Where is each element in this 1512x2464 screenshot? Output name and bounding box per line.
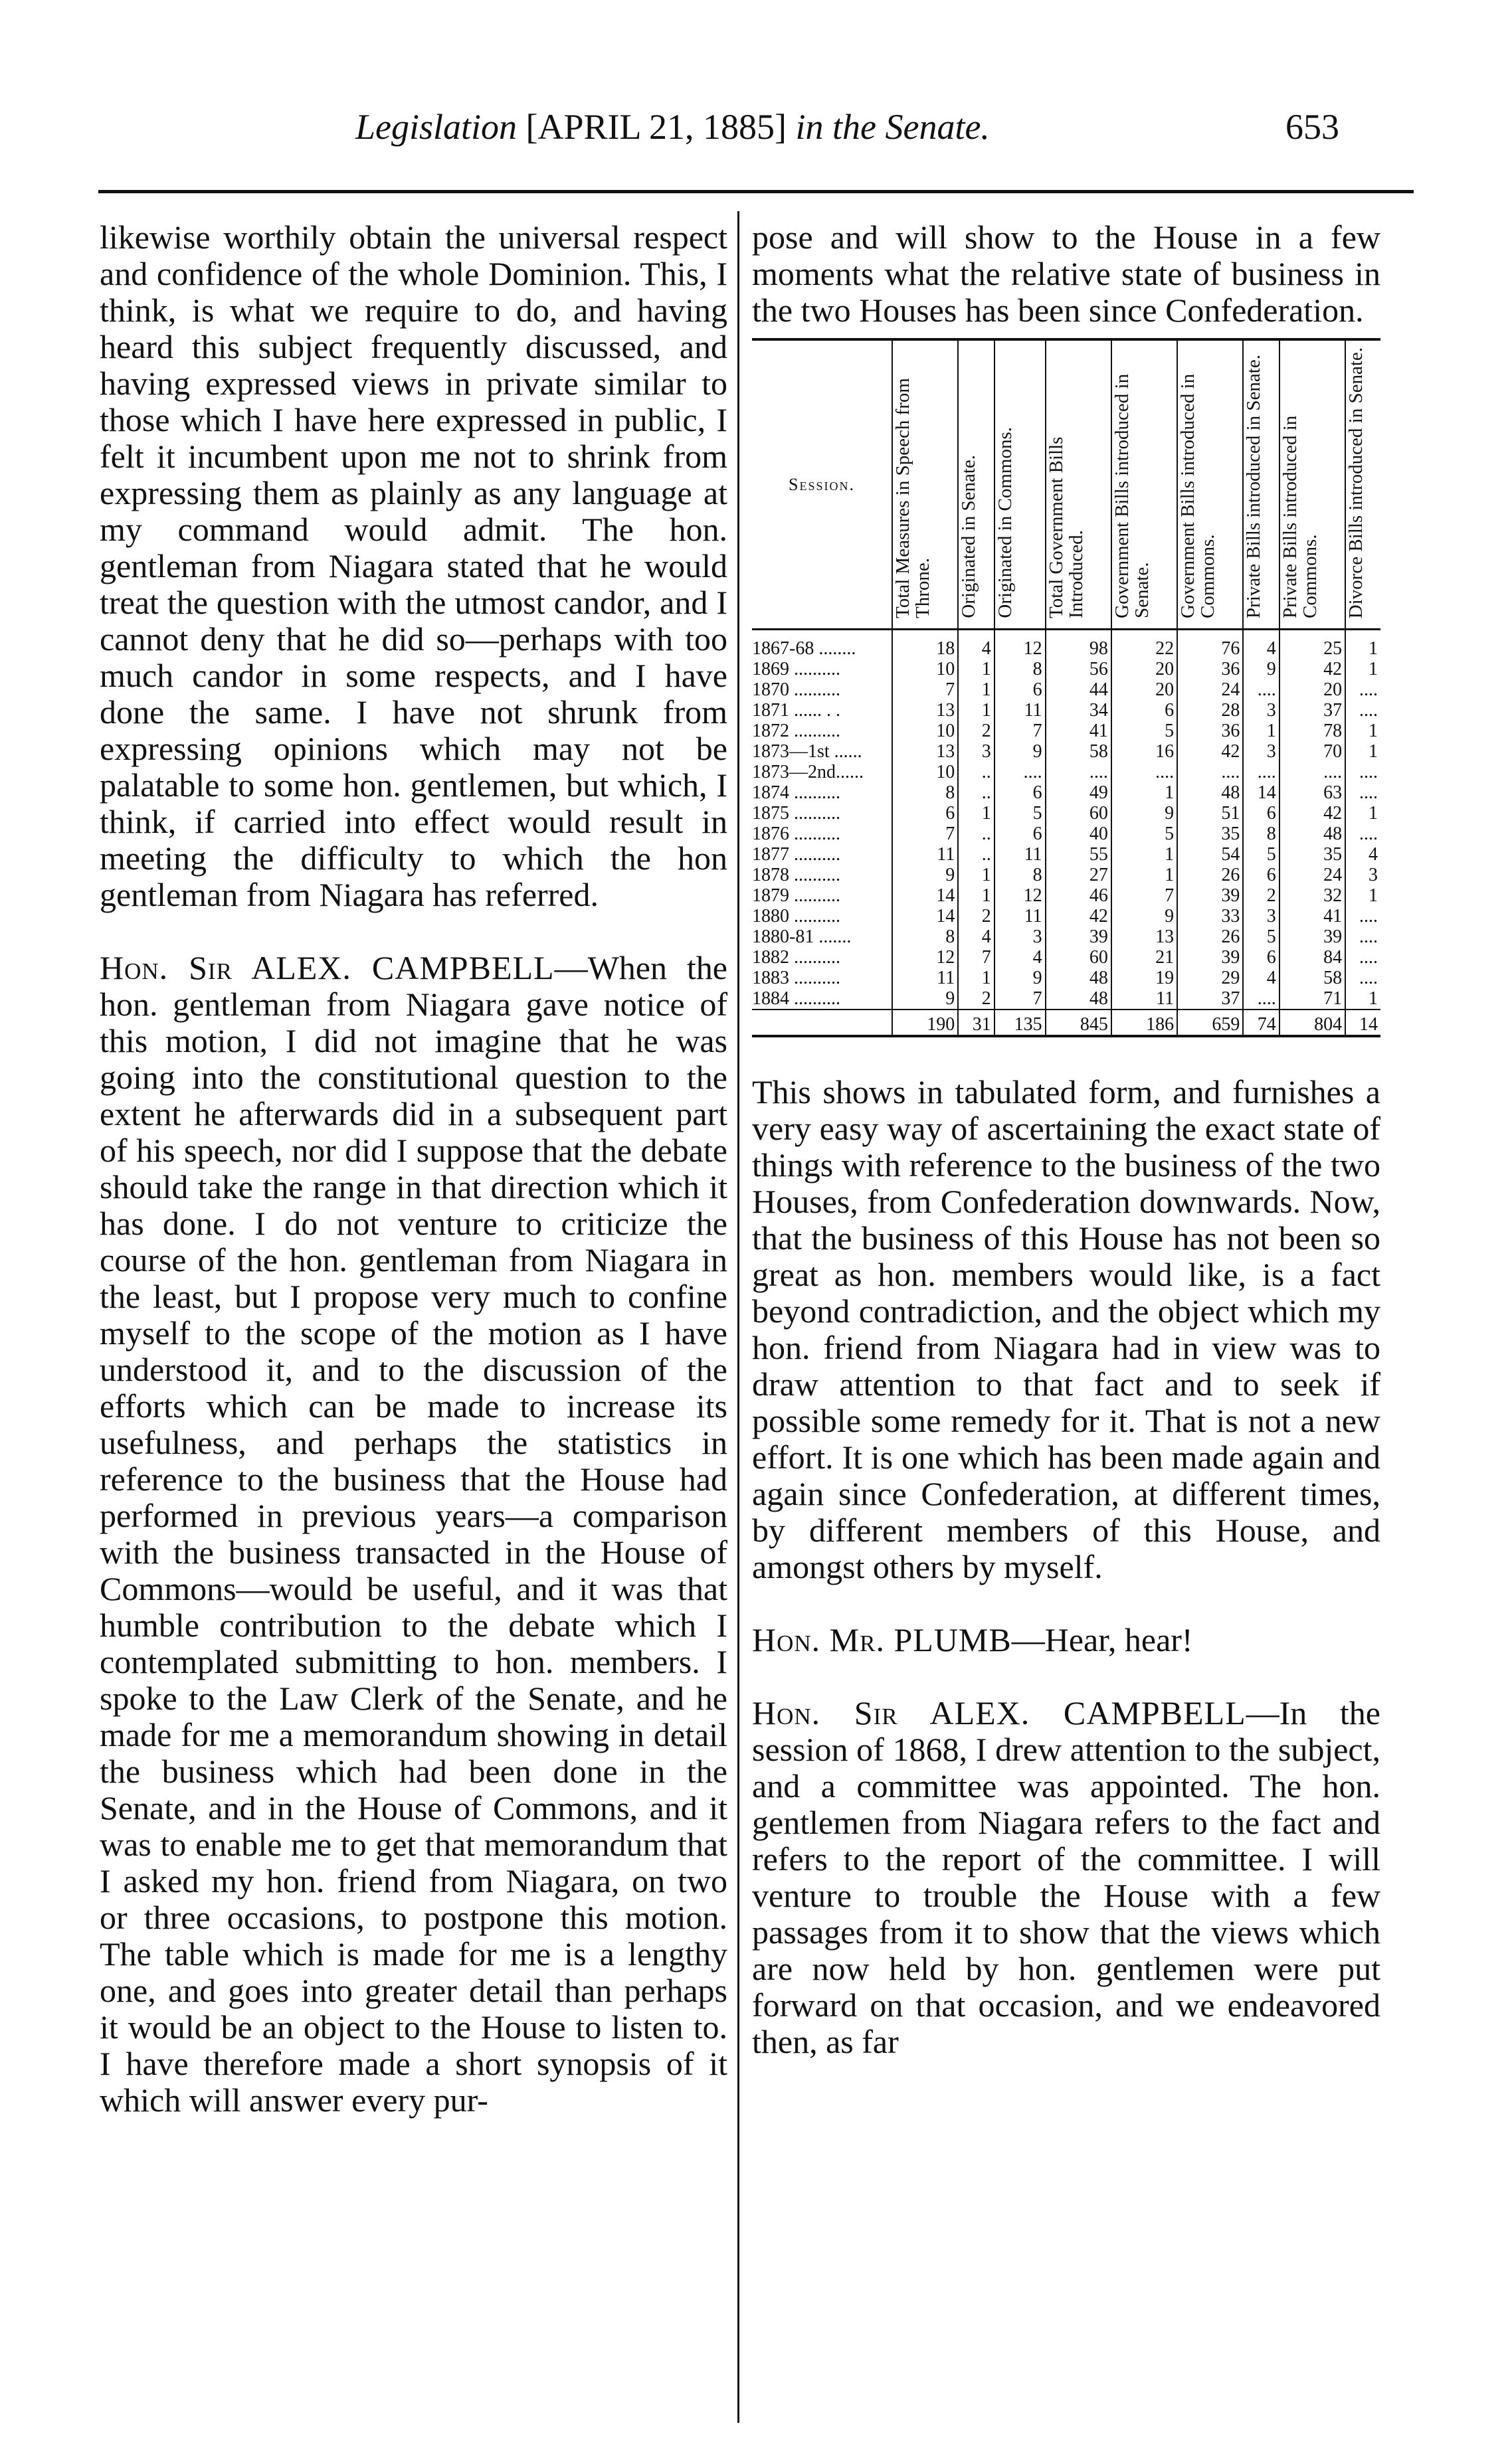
table-cell: 7: [994, 721, 1046, 741]
paragraph: likewise worthily obtain the universal respect and confidence of the whole Dominion. This, I think, is what we require to do, and having heard this subject frequently discussed, and having expressed views in private similar to those which I have here expressed in public, I felt it incumbent upon me not to shrink from expressing them as plainly as any language at my command would admit. The hon. gentleman from Niagara stated that he would treat the question with the utmost candor, and I cannot deny that he did so—perhaps with too much candor in some respects, and I have done the same. I have not shrunk from expressing opinions which may not be palatable to some hon. gentlemen, but which, I think, if carried into effect would result in meeting the difficulty to which the hon gentleman from Niagara has referred.: [100, 219, 727, 913]
table-cell: 48: [1046, 968, 1111, 988]
table-header-row: [752, 339, 1380, 630]
page-number: 653: [1285, 107, 1339, 147]
table-row: [752, 721, 1380, 741]
table-cell: 49: [1046, 782, 1111, 803]
table-cell: 39: [1177, 947, 1243, 968]
table-cell: ....: [1279, 762, 1345, 782]
totals-cell: 186: [1111, 1010, 1177, 1036]
table-cell: 4: [958, 630, 994, 660]
paragraph: This shows in tabulated form, and furnishes a very easy way of ascertaining the exact state of things with reference to the business of the two Houses, from Confederation downwards. Now, that the business of this House has not been so great as hon. members would like, is a fact beyond contradiction, and the object which my hon. friend from Niagara had in view was to draw attention to that fact and to seek if possible some remedy for it. That is not a new effort. It is one which has been made again and again since Confederation, at different times, by different members of this House, and amongst others by myself.: [752, 1073, 1380, 1585]
table-cell: 26: [1177, 926, 1243, 947]
table-cell: 9: [994, 968, 1046, 988]
table-cell: 25: [1279, 630, 1345, 660]
table-row: [752, 865, 1380, 885]
table-cell: 41: [1046, 721, 1111, 741]
totals-cell: 190: [892, 1010, 958, 1036]
session-cell: 1876 ..........: [752, 824, 840, 844]
table-cell: ....: [1345, 782, 1380, 803]
right-column: [752, 219, 1380, 2060]
table-row: [752, 968, 1380, 988]
table-cell: 22: [1111, 630, 1177, 660]
table-cell: 6: [994, 782, 1046, 803]
table-cell: 39: [1046, 926, 1111, 947]
table-cell: 3: [994, 926, 1046, 947]
paragraph: pose and will show to the House in a few moments what the relative state of business in the two Houses has been since Confederation.: [752, 219, 1380, 329]
session-cell: 1878 ..........: [752, 865, 840, 885]
table-cell: 11: [892, 844, 958, 865]
column-header: Total Measures in Speech from Throne.: [892, 339, 958, 630]
totals-cell: 804: [1279, 1010, 1345, 1036]
table-cell: 2: [958, 721, 994, 741]
paragraph-gap: [752, 1037, 1380, 1074]
speech-text: —Hear, hear!: [1011, 1621, 1193, 1658]
paragraph: [752, 1695, 1380, 2060]
table-cell: 32: [1279, 885, 1345, 906]
table-cell: ....: [1345, 824, 1380, 844]
totals-label-cell: [752, 1010, 892, 1036]
session-cell: 1875 ..........: [752, 803, 840, 824]
table-cell: 6: [994, 824, 1046, 844]
table-cell: 1: [1111, 782, 1177, 803]
table-row: [752, 844, 1380, 865]
table-cell: 1: [1243, 721, 1279, 741]
table-cell: 20: [1111, 659, 1177, 679]
table-row: [752, 741, 1380, 762]
page-header: [0, 106, 1512, 159]
table-cell: 20: [1111, 679, 1177, 700]
table-cell: 24: [1177, 679, 1243, 700]
table-cell: 48: [1279, 824, 1345, 844]
table-row: [752, 679, 1380, 700]
table-cell: 10: [892, 721, 958, 741]
session-cell: 1879 ..........: [752, 885, 840, 906]
table-cell: 29: [1177, 968, 1243, 988]
speech-text: —When the hon. gentleman from Niagara gave notice of this motion, I did not imagine that he was going into the constitutional question to the extent he afterwards did in a subsequent part of his speech, nor did I suppose that the debate should take the range in that direction which it has done. I do not venture to criticize the course of the hon. gentleman from Niagara in the least, but I propose very much to confine myself to the scope of the motion as I have understood it, and to the discussion of the efforts which can be made to increase its usefulness, and perhaps the statistics in reference to the business that the House had performed in previous years—a comparison with the business transacted in the House of Commons—would be useful, and it was that humble contribution to the debate which I contemplated submitting to hon. members. I spoke to the Law Clerk of the Senate, and he made for me a memorandum showing in detail the business which had been done in the Senate, and in the House of Commons, and it was to enable me to get that memorandum that I asked my hon. friend from Niagara, on two or three occasions, to postpone this motion. The table which is made for me is a lengthy one, and goes into greater detail than perhaps it would be an object to the House to listen to. I have therefore made a short synopsis of it which will answer every pur-: [100, 949, 727, 2119]
table-row: [752, 824, 1380, 844]
totals-cell: 135: [994, 1010, 1046, 1036]
table-cell: 3: [1243, 700, 1279, 721]
table-cell: ....: [1177, 762, 1243, 782]
table-cell: 1: [1345, 630, 1380, 660]
table-row: [752, 988, 1380, 1010]
table-cell: 1: [1345, 988, 1380, 1010]
table-cell: 46: [1046, 885, 1111, 906]
table-cell: 58: [1046, 741, 1111, 762]
table-cell: ....: [1345, 679, 1380, 700]
table-body: [752, 630, 1380, 1037]
table-cell: 18: [892, 630, 958, 660]
table-cell: 20: [1279, 679, 1345, 700]
table-cell: 12: [892, 947, 958, 968]
table-cell: ..: [958, 762, 994, 782]
table-cell: 13: [892, 700, 958, 721]
table-cell: ....: [1243, 762, 1279, 782]
column-header: Government Bills introduced in Senate.: [1111, 339, 1177, 630]
table-cell: 42: [1279, 803, 1345, 824]
table-cell: 11: [994, 844, 1046, 865]
running-title-post: in the Senate.: [795, 107, 990, 147]
table-cell: 35: [1177, 824, 1243, 844]
table-cell: 42: [1279, 659, 1345, 679]
paragraph: [752, 1622, 1380, 1658]
table-cell: 34: [1046, 700, 1111, 721]
session-cell: 1873—2nd......: [752, 762, 864, 782]
session-cell: 1870 ..........: [752, 679, 840, 700]
totals-row: [752, 1010, 1380, 1036]
table-cell: 76: [1177, 630, 1243, 660]
table-cell: 36: [1177, 659, 1243, 679]
session-cell: 1882 ..........: [752, 947, 840, 968]
table-cell: 1: [1345, 803, 1380, 824]
table-cell: 58: [1279, 968, 1345, 988]
speaker-name: Hon. Sir ALEX. CAMPBELL: [100, 949, 555, 986]
table-cell: 39: [1279, 926, 1345, 947]
session-cell: 1884 ..........: [752, 988, 840, 1009]
table-cell: 19: [1111, 968, 1177, 988]
paragraph-gap: [100, 913, 727, 950]
paragraph-gap: [752, 1585, 1380, 1622]
table-cell: 1: [958, 885, 994, 906]
totals-cell: 14: [1345, 1010, 1380, 1036]
column-header: Private Bills introduced in Commons.: [1279, 339, 1345, 630]
table-cell: 8: [994, 659, 1046, 679]
session-cell: 1869 ..........: [752, 659, 840, 679]
table-cell: ....: [1345, 762, 1380, 782]
table-cell: 60: [1046, 803, 1111, 824]
table-cell: 6: [1243, 865, 1279, 885]
table-cell: 8: [892, 926, 958, 947]
table-row: [752, 926, 1380, 947]
table-cell: 13: [892, 741, 958, 762]
session-cell: 1867-68 ........: [752, 638, 856, 659]
table-cell: 7: [892, 679, 958, 700]
table-cell: 54: [1177, 844, 1243, 865]
table-row: [752, 700, 1380, 721]
table-cell: 10: [892, 762, 958, 782]
table-cell: 42: [1046, 906, 1111, 926]
totals-cell: 74: [1243, 1010, 1279, 1036]
business-statistics-table: [752, 338, 1380, 1037]
table-cell: 1: [958, 700, 994, 721]
speaker-name: Hon. Mr. PLUMB: [752, 1621, 1012, 1658]
table-cell: 48: [1177, 782, 1243, 803]
table-cell: 2: [958, 906, 994, 926]
speech-text: —In the session of 1868, I drew attention to the subject, and a committee was appointed. The hon. gentlemen from Niagara refers to the fact and refers to the report of the committee. I will venture to trouble the House with a few passages from it to show that the views which are now held by hon. gentlemen were put forward on that occasion, and we endeavored then, as far: [752, 1694, 1380, 2060]
totals-cell: 31: [958, 1010, 994, 1036]
table-cell: 3: [958, 741, 994, 762]
table-cell: 51: [1177, 803, 1243, 824]
session-cell: 1874 ..........: [752, 782, 840, 803]
table-cell: 28: [1177, 700, 1243, 721]
table-cell: 7: [1111, 885, 1177, 906]
session-cell: 1880 ..........: [752, 906, 840, 926]
table-cell: 4: [1345, 844, 1380, 865]
table-cell: 1: [1345, 741, 1380, 762]
session-cell: 1871 ...... . .: [752, 700, 840, 721]
table-cell: 1: [1345, 721, 1380, 741]
session-cell: 1872 ..........: [752, 721, 840, 741]
table-row: [752, 782, 1380, 803]
table-cell: 84: [1279, 947, 1345, 968]
table-cell: 9: [1111, 906, 1177, 926]
table-cell: 40: [1046, 824, 1111, 844]
table-cell: 6: [1243, 803, 1279, 824]
table-cell: ..: [958, 824, 994, 844]
paragraph: [100, 950, 727, 2119]
table-cell: 1: [958, 865, 994, 885]
table-cell: 5: [1111, 824, 1177, 844]
table-cell: 27: [1046, 865, 1111, 885]
table-cell: 24: [1279, 865, 1345, 885]
table-cell: 48: [1046, 988, 1111, 1010]
table-cell: 35: [1279, 844, 1345, 865]
table-cell: 16: [1111, 741, 1177, 762]
left-column: [100, 219, 727, 2119]
column-header: Divorce Bills introduced in Senate.: [1345, 339, 1380, 630]
table-row: [752, 762, 1380, 782]
table-cell: ....: [1111, 762, 1177, 782]
table-cell: 55: [1046, 844, 1111, 865]
table-cell: 44: [1046, 679, 1111, 700]
table-cell: 56: [1046, 659, 1111, 679]
table-cell: 2: [1243, 885, 1279, 906]
table-cell: 26: [1177, 865, 1243, 885]
table-cell: 5: [994, 803, 1046, 824]
table-row: [752, 630, 1380, 660]
table-cell: 5: [1243, 926, 1279, 947]
table-cell: 1: [958, 679, 994, 700]
table-row: [752, 885, 1380, 906]
table-cell: ....: [1345, 700, 1380, 721]
table-row: [752, 803, 1380, 824]
table-cell: 9: [1243, 659, 1279, 679]
table-cell: 70: [1279, 741, 1345, 762]
table-cell: 98: [1046, 630, 1111, 660]
table-cell: 12: [994, 885, 1046, 906]
table-cell: ..: [958, 844, 994, 865]
session-column-header: Session.: [789, 475, 855, 494]
column-header: Government Bills introduced in Commons.: [1177, 339, 1243, 630]
table-cell: 7: [892, 824, 958, 844]
table-cell: ....: [1046, 762, 1111, 782]
running-title-date: [APRIL 21, 1885]: [525, 107, 787, 147]
table-cell: 78: [1279, 721, 1345, 741]
table-cell: 14: [892, 885, 958, 906]
table-cell: 39: [1177, 885, 1243, 906]
paragraph-gap: [752, 1658, 1380, 1695]
table-cell: 1: [1111, 844, 1177, 865]
table-cell: 6: [994, 679, 1046, 700]
table-cell: 5: [1243, 844, 1279, 865]
table-cell: 63: [1279, 782, 1345, 803]
column-header: Private Bills introduced in Senate.: [1243, 339, 1279, 630]
table-cell: ....: [1345, 906, 1380, 926]
session-cell: 1883 ..........: [752, 968, 840, 988]
table-cell: 60: [1046, 947, 1111, 968]
table-cell: 1: [958, 659, 994, 679]
table-cell: 7: [958, 947, 994, 968]
table-cell: 11: [994, 906, 1046, 926]
table-cell: 11: [892, 968, 958, 988]
table-cell: 12: [994, 630, 1046, 660]
table-cell: 21: [1111, 947, 1177, 968]
column-header: Originated in Commons.: [994, 339, 1046, 630]
table-cell: 6: [1243, 947, 1279, 968]
table-cell: ....: [1243, 679, 1279, 700]
column-header: Total Government Bills Introduced.: [1046, 339, 1111, 630]
column-divider: [737, 211, 739, 2423]
speaker-name: Hon. Sir ALEX. CAMPBELL: [752, 1694, 1246, 1731]
table-cell: ....: [1345, 926, 1380, 947]
table-cell: 3: [1243, 741, 1279, 762]
table-cell: 1: [958, 803, 994, 824]
table-cell: 9: [892, 865, 958, 885]
table-row: [752, 659, 1380, 679]
totals-cell: 659: [1177, 1010, 1243, 1036]
table-cell: 3: [1345, 865, 1380, 885]
table-cell: ..: [958, 782, 994, 803]
table-cell: 8: [994, 865, 1046, 885]
running-title: [355, 106, 990, 147]
table-cell: 42: [1177, 741, 1243, 762]
table-cell: 11: [1111, 988, 1177, 1010]
session-cell: 1880-81 .......: [752, 926, 852, 947]
table-cell: 2: [958, 988, 994, 1010]
table-cell: 13: [1111, 926, 1177, 947]
table-cell: ....: [1345, 968, 1380, 988]
totals-cell: 845: [1046, 1010, 1111, 1036]
table-cell: 4: [958, 926, 994, 947]
session-cell: 1873—1st ......: [752, 741, 862, 762]
table-cell: 14: [1243, 782, 1279, 803]
table-cell: 71: [1279, 988, 1345, 1010]
table-cell: 1: [1345, 659, 1380, 679]
table-cell: 4: [994, 947, 1046, 968]
table-cell: 8: [1243, 824, 1279, 844]
table-cell: 3: [1243, 906, 1279, 926]
table-cell: 9: [1111, 803, 1177, 824]
table-cell: 10: [892, 659, 958, 679]
table-cell: 1: [1111, 865, 1177, 885]
table-cell: 6: [1111, 700, 1177, 721]
table-cell: 37: [1177, 988, 1243, 1010]
table-cell: 5: [1111, 721, 1177, 741]
table-cell: ....: [1345, 947, 1380, 968]
column-header: Originated in Senate.: [958, 339, 994, 630]
table-cell: ....: [994, 762, 1046, 782]
table-row: [752, 947, 1380, 968]
table-cell: 11: [994, 700, 1046, 721]
session-cell: 1877 ..........: [752, 844, 840, 865]
table-cell: 7: [994, 988, 1046, 1010]
table-cell: 9: [892, 988, 958, 1010]
table-cell: 14: [892, 906, 958, 926]
running-title-pre: Legislation: [355, 107, 518, 147]
table-cell: 1: [1345, 885, 1380, 906]
table-cell: 36: [1177, 721, 1243, 741]
table-cell: 33: [1177, 906, 1243, 926]
table-cell: 37: [1279, 700, 1345, 721]
table-cell: 9: [994, 741, 1046, 762]
table-cell: 4: [1243, 630, 1279, 660]
table-cell: 4: [1243, 968, 1279, 988]
table-cell: 41: [1279, 906, 1345, 926]
table-cell: 1: [958, 968, 994, 988]
table-row: [752, 906, 1380, 926]
table-cell: ....: [1243, 988, 1279, 1010]
header-rule: [98, 190, 1414, 193]
table-cell: 8: [892, 782, 958, 803]
table-cell: 6: [892, 803, 958, 824]
